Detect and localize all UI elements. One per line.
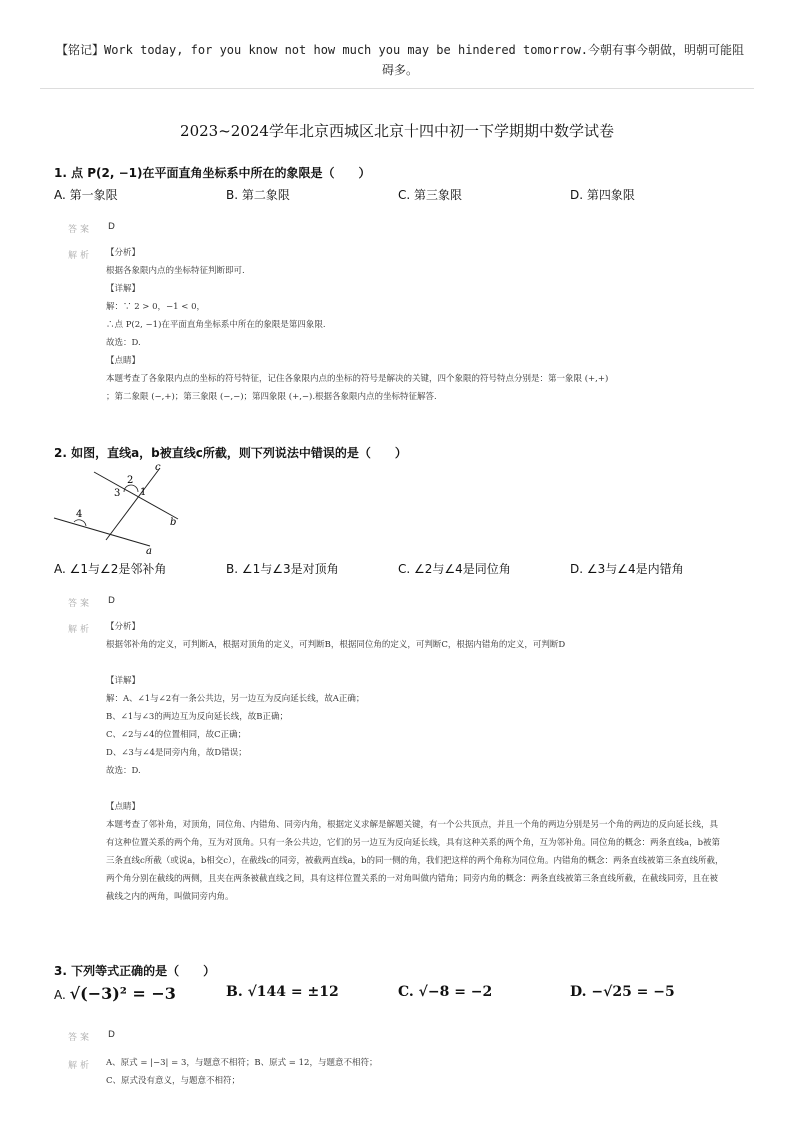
label-3: 3 <box>114 488 121 499</box>
q1-analysis-line: 【详解】 <box>106 284 141 294</box>
q2-analysis-line: B、∠1与∠3的两边互为反向延长线，故B正确； <box>106 712 289 722</box>
q3-analysis-line: C、原式没有意义，与题意不相符； <box>106 1076 241 1086</box>
header-motto: 【铭记】Work today, for you know not how much you may be hindered tomorrow.今朝有事今朝做，明朝可能阻碍多。 <box>55 43 745 77</box>
label-a: a <box>146 546 152 554</box>
q2-analysis-line: C、∠2与∠4的位置相同，故C正确； <box>106 730 247 740</box>
label-1: 1 <box>140 487 147 498</box>
q1-answer-label: 答案 <box>68 225 93 235</box>
header-divider <box>40 88 754 89</box>
q3-option-c[interactable]: C. √−8 = −2 <box>398 984 493 1000</box>
q1-analysis-label: 解析 <box>68 251 93 261</box>
label-b: b <box>170 517 177 528</box>
q3-option-d[interactable]: D. −√25 = −5 <box>570 984 675 1000</box>
q2-analysis-line: D、∠3与∠4是同旁内角，故D错误； <box>106 748 247 758</box>
q2-analysis-line: 根据邻补角的定义，可判断A，根据对顶角的定义，可判断B，根据同位角的定义，可判断C，根据内错角的定义，可判断D <box>106 640 566 650</box>
q1-analysis-line: 本题考查了各象限内点的坐标的符号特征，记住各象限内点的坐标的符号是解决的关键，四个象限的符号特点分别是：第一象限 (+,+) <box>106 374 609 384</box>
q3-answer-label: 答案 <box>68 1033 93 1043</box>
q2-option-d[interactable]: D. ∠3与∠4是内错角 <box>570 562 684 576</box>
label-2: 2 <box>127 475 134 486</box>
q1-stem: 1. 点 P(2, −1)在平面直角坐标系中所在的象限是（ ） <box>54 166 371 180</box>
q2-analysis-line: 【点睛】 <box>106 802 141 812</box>
q1-analysis-line: 【点睛】 <box>106 356 141 366</box>
q2-analysis-line: 解：A、∠1与∠2有一条公共边，另一边互为反向延长线，故A正确； <box>106 694 365 704</box>
q1-analysis <box>106 244 726 406</box>
q3-option-a-letter: A. <box>54 988 66 1002</box>
q2-analysis-paragraph: 本题考查了邻补角，对顶角，同位角、内错角、同旁内角，根据定义求解是解题关键，有一个公共顶点，并且一个角的两边分别是另一个角的两边的反向延长线，具有这种位置关系的两个角，互为对顶角。只有一条公共边，它们的另一边互为反向延长线，具有这种关系的两个角，互为邻补角。同位角的概念：两条直线a，b被第三条直线c所截（或说a，b相交c），在截线c的同旁，被截两直线a，b的同一侧的角，我们把这样的两个角称为同位角。内错角的概念：两条直线被第三条直线所截，两个角分别在截线的两侧，且夹在两条被截直线之间，具有这样位置关系的一对角叫做内错角；同旁内角的概念：两条直线被第三条直线所截，在截线同旁，且在被截线之内的两角，叫做同旁内角。 <box>106 820 724 902</box>
angle-arc-2 <box>124 485 138 492</box>
q3-option-b[interactable]: B. √144 = ±12 <box>226 984 339 1000</box>
q2-option-c[interactable]: C. ∠2与∠4是同位角 <box>398 562 511 576</box>
q1-analysis-line: ∴点 P(2, −1)在平面直角坐标系中所在的象限是第四象限. <box>106 320 326 330</box>
q2-option-b[interactable]: B. ∠1与∠3是对顶角 <box>226 562 339 576</box>
q2-option-a[interactable]: A. ∠1与∠2是邻补角 <box>54 562 167 576</box>
q3-option-a[interactable] <box>54 984 176 1003</box>
q2-analysis <box>106 618 726 906</box>
q1-option-b[interactable]: B. 第二象限 <box>226 188 290 202</box>
label-4: 4 <box>76 509 83 520</box>
q1-answer: D <box>108 222 115 232</box>
q1-option-a[interactable]: A. 第一象限 <box>54 188 118 202</box>
q2-analysis-line: 故选：D. <box>106 766 141 776</box>
q2-answer: D <box>108 596 115 606</box>
q3-analysis-label: 解析 <box>68 1061 93 1071</box>
page-title: 2023~2024学年北京西城区北京十四中初一下学期期中数学试卷 <box>180 122 614 140</box>
q1-analysis-line: ；第二象限 (−,+)；第三象限 (−,−)；第四象限 (+,−).根据各象限内点的坐标特征解答. <box>106 392 437 402</box>
q3-analysis-line: A、原式 = |−3| = 3，与题意不相符；B、原式 = 12，与题意不相符； <box>106 1058 378 1068</box>
q2-answer-label: 答案 <box>68 599 93 609</box>
q3-option-a-expr: √(−3)² = −3 <box>69 984 176 1003</box>
q1-analysis-line: 故选：D. <box>106 338 141 348</box>
label-c: c <box>155 462 161 473</box>
q1-analysis-line: 【分析】 <box>106 248 141 258</box>
line-b <box>94 472 178 519</box>
q1-option-c[interactable]: C. 第三象限 <box>398 188 463 202</box>
q2-analysis-line: 【详解】 <box>106 676 141 686</box>
q3-stem: 3. 下列等式正确的是（ ） <box>54 964 216 978</box>
q3-answer: D <box>108 1030 115 1040</box>
line-a <box>54 518 150 546</box>
q1-analysis-line: 根据各象限内点的坐标特征判断即可. <box>106 266 245 276</box>
q2-analysis-label: 解析 <box>68 625 93 635</box>
q2-figure-lines <box>52 462 192 554</box>
q1-option-d[interactable]: D. 第四象限 <box>570 188 635 202</box>
q2-stem: 2. 如图，直线a，b被直线c所截，则下列说法中错误的是（ ） <box>54 446 407 460</box>
q2-analysis-line: 【分析】 <box>106 622 141 632</box>
q3-analysis <box>106 1054 726 1090</box>
q1-analysis-line: 解：∵ 2 > 0，−1 < 0， <box>106 302 206 312</box>
